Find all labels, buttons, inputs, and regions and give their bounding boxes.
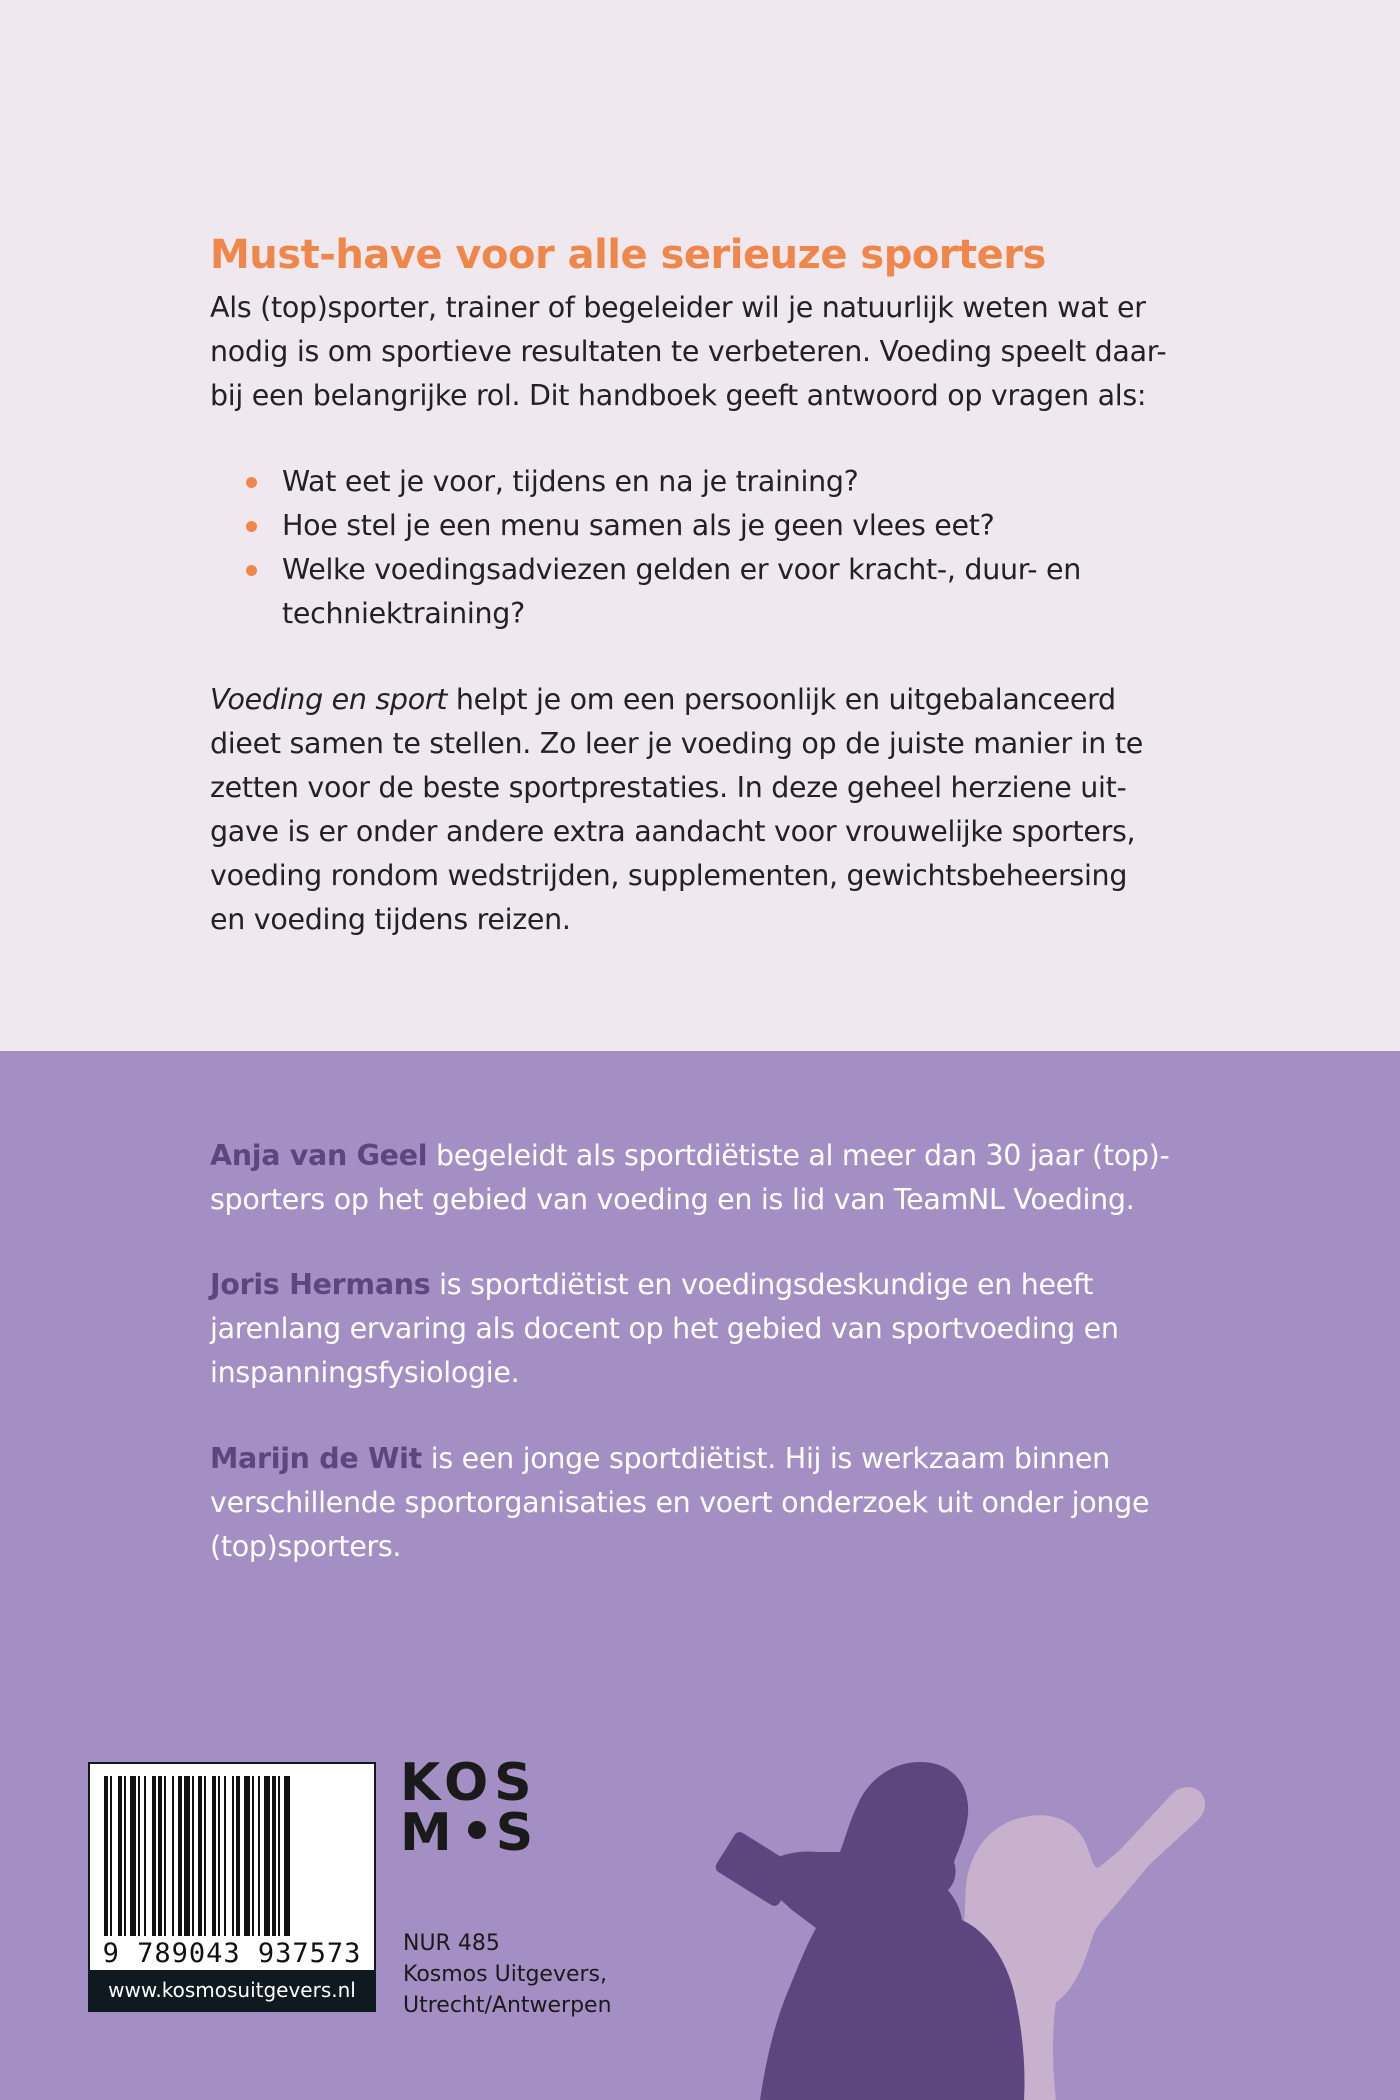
question-text: Hoe stel je een menu samen als je geen vlees eet? — [282, 509, 995, 542]
author-text: inspanningsfysiologie. — [210, 1356, 520, 1389]
barcode-bar — [198, 1776, 202, 1936]
logo-line-top: KOS — [400, 1753, 538, 1813]
description-line — [210, 678, 1210, 722]
intro-line: bij een belangrijke rol. Dit handboek geeft antwoord op vragen als: — [210, 379, 1147, 412]
publisher-info — [403, 1928, 612, 2021]
publisher-url: www.kosmosuitgevers.nl — [90, 1970, 374, 2010]
barcode-bar — [178, 1776, 182, 1936]
logo-dot-icon — [468, 1821, 486, 1839]
barcode-bar — [232, 1776, 234, 1936]
barcode-bar — [144, 1776, 146, 1936]
barcode — [88, 1762, 376, 2012]
author-text: sporters op het gebied van voeding en is lid van TeamNL Voeding. — [210, 1183, 1135, 1216]
publisher-name: Kosmos Uitgevers, — [403, 1962, 607, 1987]
question-list — [210, 460, 1210, 636]
barcode-bar — [218, 1776, 220, 1936]
author-text: jarenlang ervaring als docent op het gebied van sportvoeding en — [210, 1312, 1119, 1345]
nur-code: NUR 485 — [403, 1931, 500, 1956]
barcode-bar — [236, 1776, 240, 1936]
intro-paragraph — [210, 286, 1210, 418]
logo-letter: S — [495, 1803, 540, 1863]
barcode-bar — [278, 1776, 280, 1936]
description-line: voeding rondom wedstrijden, supplementen, gewichtsbeheersing — [210, 859, 1128, 892]
bullet-icon — [246, 477, 257, 488]
barcode-bar — [192, 1776, 194, 1936]
bullet-icon — [246, 521, 257, 532]
barcode-bar — [212, 1776, 216, 1936]
author-name: Anja van Geel — [210, 1139, 428, 1172]
heading: Must-have voor alle serieuze sporters — [210, 232, 1046, 278]
barcode-bar — [284, 1776, 290, 1936]
question-text: techniektraining? — [282, 597, 525, 630]
description-line: zetten voor de beste sportprestaties. In deze geheel herziene uit- — [210, 771, 1127, 804]
kosmos-logo — [400, 1753, 540, 1863]
author-text: is sportdiëtist en voedingsdeskundige en heeft — [430, 1268, 1094, 1301]
barcode-bar — [152, 1776, 156, 1936]
barcode-bar — [130, 1776, 136, 1936]
barcode-bar — [258, 1776, 260, 1936]
intro-line: nodig is om sportieve resultaten te verbeteren. Voeding speelt daar- — [210, 335, 1167, 368]
barcode-bar — [118, 1776, 122, 1936]
author-text: begeleidt als sportdiëtiste al meer dan 30 jaar (top)- — [427, 1139, 1170, 1172]
barcode-bar — [104, 1776, 108, 1936]
barcode-bar — [244, 1776, 250, 1936]
description-line: en voeding tijdens reizen. — [210, 903, 571, 936]
barcode-bar — [110, 1776, 112, 1936]
question-text: Wat eet je voor, tijdens en na je training? — [282, 465, 859, 498]
description-text: helpt je om een persoonlijk en uitgebalanceerd — [447, 683, 1116, 716]
author-text: (top)sporters. — [210, 1530, 402, 1563]
publisher-city: Utrecht/Antwerpen — [403, 1993, 612, 2018]
description-paragraph — [210, 678, 1210, 942]
barcode-bar — [172, 1776, 174, 1936]
logo-letter: M — [400, 1803, 458, 1863]
barcode-bar — [272, 1776, 276, 1936]
description-line: dieet samen te stellen. Zo leer je voeding op de juiste manier in te — [210, 727, 1143, 760]
author-text: is een jonge sportdiëtist. Hij is werkzaam binnen — [421, 1442, 1110, 1475]
author-name: Joris Hermans — [210, 1268, 431, 1301]
question-item — [210, 504, 1210, 548]
question-item — [210, 460, 1210, 504]
isbn-digits: 9 789043 937573 — [102, 1938, 362, 1969]
logo-line-bottom — [400, 1803, 540, 1863]
barcode-bar — [204, 1776, 206, 1936]
book-title: Voeding en sport — [210, 683, 448, 716]
question-item — [210, 548, 1210, 636]
barcode-bar — [184, 1776, 190, 1936]
male-athlete-silhouette-icon — [713, 1762, 1024, 2100]
barcode-bar — [264, 1776, 270, 1936]
barcode-bar — [252, 1776, 254, 1936]
intro-line: Als (top)sporter, trainer of begeleider wil je natuurlijk weten wat er — [210, 291, 1146, 324]
barcode-bar — [138, 1776, 140, 1936]
author-text: verschillende sportorganisaties en voert onderzoek uit onder jonge — [210, 1486, 1150, 1519]
barcode-bars — [98, 1776, 366, 1936]
author-bio-marijn — [210, 1437, 1220, 1569]
bullet-icon — [246, 565, 257, 576]
barcode-bar — [224, 1776, 226, 1936]
barcode-bar — [124, 1776, 126, 1936]
author-bio-anja — [210, 1134, 1220, 1222]
author-name: Marijn de Wit — [210, 1442, 422, 1475]
description-line: gave is er onder andere extra aandacht voor vrouwelijke sporters, — [210, 815, 1136, 848]
question-text: Welke voedingsadviezen gelden er voor kracht-, duur- en — [282, 553, 1082, 586]
barcode-bar — [164, 1776, 166, 1936]
author-bio-joris — [210, 1263, 1220, 1395]
athletes-drinking-illustration — [700, 1740, 1220, 2100]
barcode-bar — [158, 1776, 162, 1936]
